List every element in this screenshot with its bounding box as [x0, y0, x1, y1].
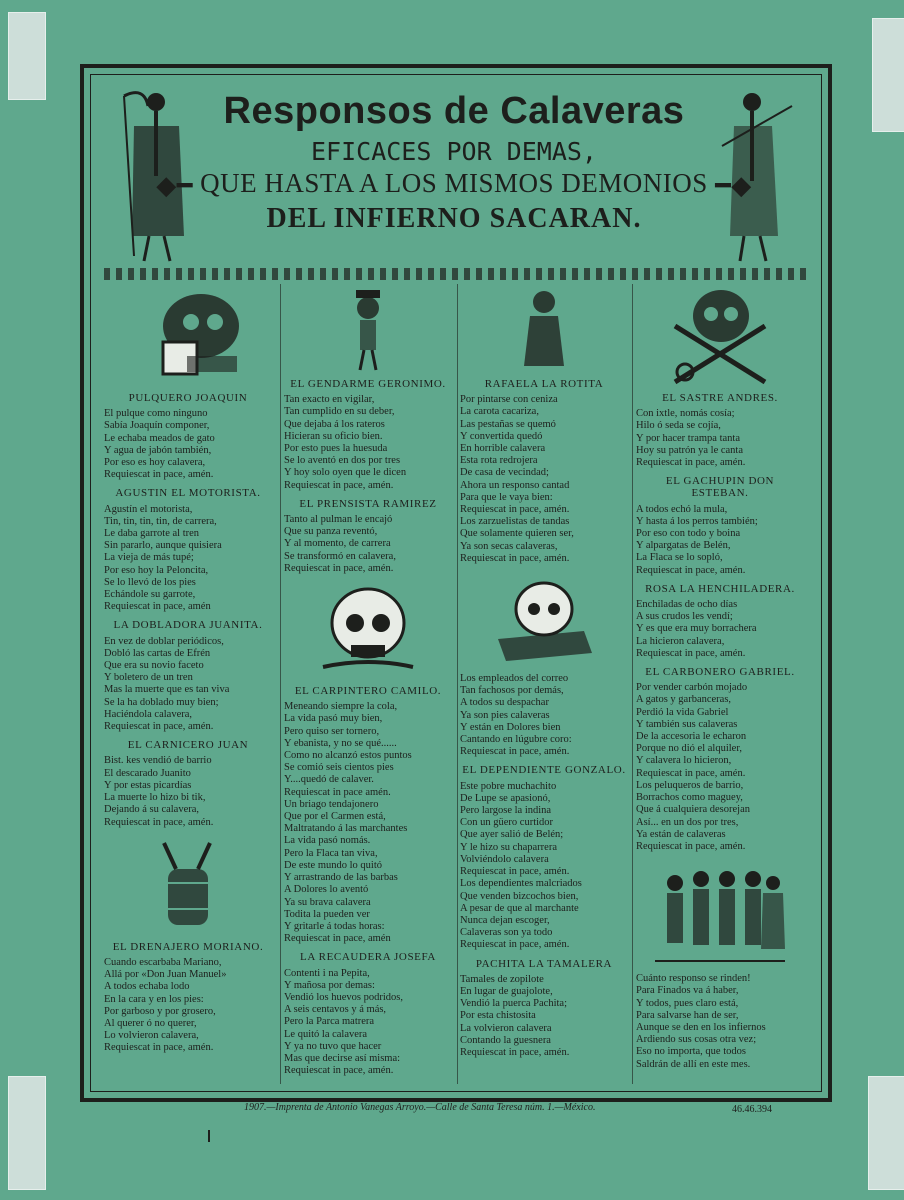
- verse-line: Cuánto responso se rinden!: [636, 973, 751, 985]
- verse-line: Requiescat in pace, amén.: [284, 479, 394, 491]
- verse-line: Requiescat in pace, amén.: [636, 457, 746, 469]
- poem-heading: EL CARPINTERO CAMILO.: [294, 685, 442, 698]
- seated-skeleton-illustration: [514, 286, 574, 372]
- verse-line: El pulque como ninguno: [104, 408, 208, 420]
- verse-line: Tamales de zopilote: [460, 973, 544, 985]
- verse-line: Que era su novio faceto: [104, 660, 204, 672]
- verse-line: Y gritarle á todas horas:: [284, 920, 385, 932]
- verse-line: Pero la Parca matrera: [284, 1016, 375, 1028]
- verse-line: Vendió la puerca Pachita;: [460, 998, 567, 1010]
- poem-heading: AGUSTIN EL MOTORISTA.: [115, 487, 261, 500]
- verse-line: Requiescat in pace, amén.: [284, 1065, 394, 1077]
- verse-line: Por esto pues la huesuda: [284, 443, 388, 455]
- verse-line: Requiescat in pace, amén.: [460, 939, 570, 951]
- poem-heading: LA RECAUDERA JOSEFA: [300, 951, 436, 964]
- verse-line: La muerte lo hizo bi tik,: [104, 792, 206, 804]
- verse-line: A gatos y garbanceras,: [636, 694, 732, 706]
- corner-tape: [872, 18, 904, 132]
- corner-tape: [868, 1076, 904, 1190]
- verse-line: Se lo llevó de los pies: [104, 576, 196, 588]
- poem-verse: [284, 394, 452, 492]
- verse-line: Y todos, pues claro está,: [636, 997, 739, 1009]
- verse-line: Sin pararlo, aunque quisiera: [104, 540, 222, 552]
- verse-line: Requiescat in pace, amén.: [460, 866, 570, 878]
- group-of-skeletons-illustration: [655, 865, 785, 969]
- verse-line: De casa de vecindad;: [460, 467, 549, 479]
- verse-line: A todos echaba lodo: [104, 981, 190, 993]
- verse-line: Y le hizo su chaparrera: [460, 841, 557, 853]
- verse-line: Y calavera lo hicieron,: [636, 755, 732, 767]
- verse-line: Hoy su patrón ya le canta: [636, 444, 744, 456]
- verse-line: Así... en un dos por tres,: [636, 816, 739, 828]
- verse-line: Maltratando á las marchantes: [284, 823, 408, 835]
- verse-line: Requiescat in pace, amén.: [636, 647, 746, 659]
- poem-heading: EL DEPENDIENTE GONZALO.: [462, 764, 626, 777]
- verse-line: La carota cacariza,: [460, 406, 539, 418]
- column-divider: [457, 284, 458, 1084]
- verse-line: Con un güero curtidor: [460, 817, 554, 829]
- verse-line: Pero la Flaca tan viva,: [284, 847, 378, 859]
- verse-line: De Lupe se apasionó,: [460, 792, 551, 804]
- verse-line: Ardiendo sus cosas otra vez;: [636, 1034, 757, 1046]
- verse-line: Vendió los huevos podridos,: [284, 991, 403, 1003]
- verse-line: Requiescat in pace amén.: [284, 786, 391, 798]
- verse-line: Y hoy solo oyen que le dicen: [284, 467, 407, 479]
- poem-verse: [636, 682, 804, 853]
- verse-line: Que á cualquiera desorejan: [636, 804, 750, 816]
- poem-verse: [636, 408, 804, 469]
- skull-drinking-illustration: [123, 286, 253, 386]
- verse-line: Contenti i na Pepita,: [284, 967, 370, 979]
- verse-line: Tan exacto en vigilar,: [284, 394, 375, 406]
- verse-line: Se lo aventó en dos por tres: [284, 455, 401, 467]
- verse-line: Tin, tin, tin, tin, de carrera,: [104, 515, 217, 527]
- verse-line: Y agua de jabón también,: [104, 444, 212, 456]
- verse-line: En lugar de guajolote,: [460, 985, 553, 997]
- verse-line: Por pintarse con ceniza: [460, 394, 558, 406]
- verse-line: A Dolores lo aventó: [284, 884, 369, 896]
- verse-line: Que venden bizcochos bien,: [460, 890, 579, 902]
- subtitle-line-2-text: QUE HASTA A LOS MISMOS DEMONIOS: [200, 168, 708, 198]
- verse-line: La vida pasó muy bien,: [284, 713, 383, 725]
- skull-with-scissors-illustration: [655, 286, 785, 386]
- poem-heading: EL PRENSISTA RAMIREZ: [299, 497, 437, 510]
- verse-line: Requiescat in pace, amén.: [104, 1042, 214, 1054]
- poem-verse: [460, 673, 628, 758]
- column-divider: [632, 284, 633, 1084]
- verse-line: Se transformó en calavera,: [284, 550, 396, 562]
- verse-line: Requiescat in pace, amén.: [460, 746, 570, 758]
- verse-line: Que solamente quieren ser,: [460, 528, 574, 540]
- verse-line: Cuando escarbaba Mariano,: [104, 956, 222, 968]
- poem-verse: [636, 599, 804, 660]
- poem-heading: PACHITA LA TAMALERA: [475, 957, 613, 970]
- poem-verse: [284, 514, 452, 575]
- verse-line: Y por estas picardías: [104, 779, 192, 791]
- poem-verse: [460, 781, 628, 952]
- verse-line: Nunca dejan escoger,: [460, 914, 550, 926]
- verse-line: Mas la muerte que es tan viva: [104, 684, 230, 696]
- verse-line: Le echaba meados de gato: [104, 432, 215, 444]
- poem-verse: [460, 394, 628, 565]
- verse-line: Y ebanista, y no se qué......: [284, 737, 397, 749]
- column-divider: [280, 284, 281, 1084]
- verse-line: Agustín el motorista,: [104, 503, 193, 515]
- poem-verse: [104, 504, 272, 614]
- gendarme-skeleton-illustration: [338, 286, 398, 372]
- poem-heading: EL GACHUPIN DON ESTEBAN.: [665, 475, 775, 500]
- verse-line: Para salvarse han de ser,: [636, 1009, 739, 1021]
- verse-line: Aunque se den en los infiernos: [636, 1021, 766, 1033]
- verse-line: Y boletero de un tren: [104, 672, 193, 684]
- verse-line: Y hasta á los perros también;: [636, 515, 758, 527]
- verse-line: Por garboso y por grosero,: [104, 1005, 216, 1017]
- poem-verse: [104, 408, 272, 481]
- verse-line: De la accesoria le echaron: [636, 731, 747, 743]
- column-1: [104, 286, 272, 1086]
- verse-line: Al querer ó no querer,: [104, 1017, 197, 1029]
- verse-line: Enchiladas de ocho días: [636, 599, 738, 611]
- imprint-line: 1907.—Imprenta de Antonio Vanegas Arroyo.—Calle de Santa Teresa núm. 1.—México.: [244, 1102, 596, 1113]
- poem-verse: [104, 636, 272, 734]
- verse-line: Las pestañas se quemó: [460, 418, 556, 430]
- pointing-hand-left-icon: ◆━: [156, 170, 193, 200]
- verse-line: Ya son secas calaveras,: [460, 540, 558, 552]
- verse-line: Requiescat in pace, amén.: [636, 564, 746, 576]
- poem-verse: [636, 973, 804, 1071]
- verse-line: En la cara y en los pies:: [104, 993, 204, 1005]
- poem-heading: EL DRENAJERO MORIANO.: [112, 940, 264, 953]
- verse-line: Para que le vaya bien:: [460, 491, 553, 503]
- verse-line: Lo volvieron calavera,: [104, 1030, 199, 1042]
- verse-line: Requiescat in pace, amén.: [104, 816, 214, 828]
- verse-line: Echándole su garrote,: [104, 589, 196, 601]
- verse-line: De este mundo lo quitó: [284, 859, 382, 871]
- verse-line: Ya son pies calaveras: [460, 709, 550, 721]
- verse-line: Mas que decirse así misma:: [284, 1052, 401, 1064]
- verse-line: Requiescat in pace, amén.: [460, 504, 570, 516]
- verse-line: Y alpargatas de Belén,: [636, 540, 731, 552]
- verse-line: Requiescat in pace, amén.: [104, 721, 214, 733]
- verse-line: Perdió la vida Gabriel: [636, 706, 729, 718]
- verse-line: Allá por «Don Juan Manuel»: [104, 969, 227, 981]
- verse-line: Por vender carbón mojado: [636, 682, 748, 694]
- verse-line: Requiescat in pace, amén.: [460, 1046, 570, 1058]
- verse-line: Que su panza reventó,: [284, 526, 378, 538]
- skull-illustration: [313, 583, 423, 679]
- poem-verse: [104, 957, 272, 1055]
- verse-line: Los empleados del correo: [460, 673, 569, 685]
- verse-line: Hicieran su oficio bien.: [284, 430, 383, 442]
- verse-line: Y también sus calaveras: [636, 718, 738, 730]
- verse-line: Requiescat in pace, amén: [104, 601, 211, 613]
- verse-line: Pero largose la indina: [460, 805, 552, 817]
- verse-line: Los zarzuelistas de tandas: [460, 516, 570, 528]
- verse-line: En horrible calavera: [460, 443, 546, 455]
- verse-line: Se la ha doblado muy bien;: [104, 696, 219, 708]
- verse-line: Requiescat in pace, amén: [284, 933, 391, 945]
- verse-line: Requiescat in pace, amén.: [284, 562, 394, 574]
- verse-line: Pero quiso ser tornero,: [284, 725, 380, 737]
- poem-verse: [284, 968, 452, 1078]
- verse-line: Con ixtle, nomás cosía;: [636, 408, 735, 420]
- verse-line: A seis centavos y á más,: [284, 1004, 387, 1016]
- verse-line: Y mañosa por demas:: [284, 979, 375, 991]
- subtitle-line-1: EFICACES POR DEMAS,: [311, 137, 597, 166]
- verse-line: Que ayer salió de Belén;: [460, 829, 564, 841]
- verse-line: La Flaca se lo sopló,: [636, 552, 723, 564]
- verse-line: Y arrastrando de las barbas: [284, 872, 398, 884]
- verse-line: Eso no importa, que todos: [636, 1046, 746, 1058]
- verse-line: Todita la pueden ver: [284, 908, 370, 920]
- poem-verse: [284, 701, 452, 945]
- poem-heading: RAFAELA LA ROTITA: [484, 378, 604, 390]
- verse-line: Dejando á su calavera,: [104, 804, 200, 816]
- verse-line: El descarado Juanito: [104, 767, 191, 779]
- poem-verse: [104, 755, 272, 828]
- verse-line: Como no alcanzó estos puntos: [284, 750, 412, 762]
- verse-line: Se comió seis cientos pies: [284, 762, 394, 774]
- verse-line: Y por hacer trampa tanta: [636, 432, 740, 444]
- broadside-header: [104, 84, 804, 264]
- verse-line: Porque no dió el alquiler,: [636, 743, 743, 755]
- verse-line: Por eso con todo y boina: [636, 528, 741, 540]
- verse-line: Requiescat in pace, amén.: [460, 552, 570, 564]
- verse-line: Esta rota redrojera: [460, 455, 538, 467]
- verse-line: En vez de doblar periódicos,: [104, 635, 224, 647]
- verse-line: Tanto al pulman le encajó: [284, 514, 393, 526]
- verse-line: Requiescat in pace, amén.: [636, 840, 746, 852]
- pencil-mark: [208, 1130, 210, 1142]
- verse-line: Haciéndola calavera,: [104, 708, 193, 720]
- verse-line: Volviéndolo calavera: [460, 853, 549, 865]
- verse-line: Que dejaba á los rateros: [284, 418, 385, 430]
- poem-verse: [636, 504, 804, 577]
- verse-line: Ya su brava calavera: [284, 896, 371, 908]
- verse-line: Le daba garrote al tren: [104, 528, 200, 540]
- verse-line: Saldrán de allí en este mes.: [636, 1058, 751, 1070]
- verse-line: A pesar de que al marchante: [460, 902, 579, 914]
- verse-line: Los peluqueros de barrio,: [636, 779, 744, 791]
- verse-line: La volvieron calavera: [460, 1022, 552, 1034]
- catalog-number: 46.46.394: [732, 1104, 772, 1115]
- verse-line: Ahora un responso cantad: [460, 479, 570, 491]
- verse-line: Y al momento, de carrera: [284, 538, 391, 550]
- verse-line: Y ya no tuvo que hacer: [284, 1040, 382, 1052]
- verse-line: Calaveras son ya todo: [460, 927, 553, 939]
- subtitle-line-3: DEL INFIERNO SACARAN.: [266, 202, 642, 234]
- poem-heading: EL CARBONERO GABRIEL.: [645, 666, 795, 679]
- verse-line: Ya están de calaveras: [636, 828, 726, 840]
- verse-line: Y....quedó de calaver.: [284, 774, 374, 786]
- poem-heading: EL SASTRE ANDRES.: [662, 392, 778, 404]
- verse-line: Dobló las cartas de Efrén: [104, 647, 211, 659]
- verse-line: A todos echó la mula,: [636, 503, 728, 515]
- verse-line: A todos su despachar: [460, 697, 549, 709]
- barrel-with-shovels-illustration: [138, 839, 238, 935]
- verse-line: La hicieron calavera,: [636, 635, 725, 647]
- verse-line: Le quitó la calavera: [284, 1028, 368, 1040]
- verse-line: Para Finados va á haber,: [636, 985, 739, 997]
- verse-line: Hilo ó seda se cojía,: [636, 420, 721, 432]
- verse-line: Tan fachosos por demás,: [460, 685, 564, 697]
- verse-line: Tan cumplido en su deber,: [284, 406, 395, 418]
- verse-line: Por eso hoy la Peloncita,: [104, 564, 209, 576]
- verse-line: Los dependientes malcriados: [460, 878, 582, 890]
- verse-line: Por esta chistosita: [460, 1010, 536, 1022]
- page-title: Responsos de Calaveras: [223, 90, 685, 132]
- decorative-border-strip: [104, 268, 808, 280]
- verse-line: A sus crudos les vendí;: [636, 611, 733, 623]
- verse-line: Que por el Carmen está,: [284, 811, 386, 823]
- skull-on-books-illustration: [484, 575, 604, 665]
- verse-line: Contando la guesnera: [460, 1034, 551, 1046]
- pointing-hand-right-icon: ━◆: [715, 170, 752, 200]
- verse-line: Por eso es hoy calavera,: [104, 457, 206, 469]
- verse-line: Requiescat in pace, amén.: [104, 469, 214, 481]
- verse-line: Y convertida quedó: [460, 430, 543, 442]
- verse-line: Borrachos como maguey,: [636, 792, 743, 804]
- column-2: [284, 286, 452, 1086]
- verse-line: Bist. kes vendió de barrio: [104, 755, 212, 767]
- verse-line: Y están en Dolores bien: [460, 721, 561, 733]
- poem-heading: ROSA LA HENCHILADERA.: [645, 582, 795, 595]
- column-3: [460, 286, 628, 1086]
- subtitle-line-2: [104, 168, 804, 201]
- verse-line: La vida pasó nomás.: [284, 835, 371, 847]
- verse-line: Requiescat in pace, amén.: [636, 767, 746, 779]
- corner-tape: [8, 1076, 46, 1190]
- verse-line: Y es que era muy borrachera: [636, 623, 757, 635]
- poem-heading: EL GENDARME GERONIMO.: [290, 378, 446, 390]
- poem-verse: [460, 974, 628, 1059]
- verse-line: Cantando en lúgubre coro:: [460, 734, 572, 746]
- poem-heading: EL CARNICERO JUAN: [127, 739, 249, 752]
- verse-line: Meneando siempre la cola,: [284, 701, 398, 713]
- verse-line: Este pobre muchachito: [460, 780, 557, 792]
- verse-line: Sabía Joaquín componer,: [104, 420, 210, 432]
- corner-tape: [8, 12, 46, 100]
- poem-heading: LA DOBLADORA JUANITA.: [113, 619, 263, 632]
- verse-line: La vieja de más tupé;: [104, 552, 194, 564]
- verse-line: Un briago tendajonero: [284, 798, 379, 810]
- column-4: [636, 286, 804, 1086]
- poem-heading: PULQUERO JOAQUIN: [128, 392, 248, 404]
